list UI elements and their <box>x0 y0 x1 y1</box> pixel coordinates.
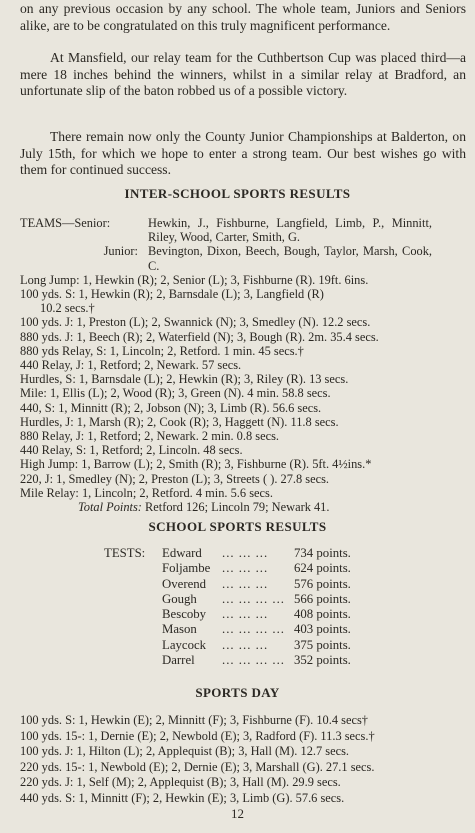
result-line: 440 Relay, J: 1, Retford; 2, Newark. 57 secs. <box>20 358 242 373</box>
test-row <box>104 561 424 576</box>
result-line: 100 yds. J: 1, Preston (L); 2, Swannick (N); 3, Smedley (N). 12.2 secs. <box>20 315 371 330</box>
result-line: 220 yds. 15-: 1, Newbold (E); 2, Dernie (E); 3, Marshall (G). 27.1 secs. <box>20 759 375 774</box>
result-line: 100 yds. S: 1, Hewkin (R); 2, Barnsdale (L); 3, Langfield (R) <box>20 287 324 302</box>
test-row <box>104 607 424 622</box>
house-points: 352 points. <box>294 653 351 668</box>
result-line: 880 yds Relay, S: 1, Lincoln; 2, Retford. 1 min. 45 secs.† <box>20 343 304 358</box>
house-points: 566 points. <box>294 591 351 606</box>
intro-paragraph-3: There remain now only the County Junior Championships at Balderton, on July 15th, for which we hope to enter a strong team. Our best wishes go with them for continued success. <box>20 129 466 178</box>
house-name: Edward <box>162 546 202 560</box>
house-points: 408 points. <box>294 607 351 622</box>
house-name: Foljambe <box>162 561 211 576</box>
intro-paragraph-2: At Mansfield, our relay team for the Cuthbertson Cup was placed third—a mere 18 inches behind the winners, whilst in a similar relay at Bradford, an unfortunate slip of the baton robbed us of a possible victory. <box>20 50 466 99</box>
test-row <box>104 546 424 561</box>
test-row <box>104 622 424 637</box>
result-line: Hurdles, S: 1, Barnsdale (L); 2, Hewkin (R); 3, Riley (R). 13 secs. <box>20 372 349 387</box>
result-line: 440 Relay, S: 1, Retford; 2, Lincoln. 48 secs. <box>20 443 243 458</box>
result-line: 220, J: 1, Smedley (N); 2, Preston (L); 3, Streets ( ). 27.8 secs. <box>20 471 330 486</box>
leader-dots: ... ... ... <box>222 607 269 622</box>
house-points: 375 points. <box>294 637 351 652</box>
school-sports-heading: SCHOOL SPORTS RESULTS <box>148 519 327 534</box>
leader-dots: ... ... ... <box>222 576 269 591</box>
result-line: 220 yds. J: 1, Self (M); 2, Applequist (B); 3, Hall (M). 29.9 secs. <box>20 775 341 790</box>
leader-dots: ... ... ... <box>222 637 269 652</box>
total-points <box>20 500 472 514</box>
inter-school-heading: INTER-SCHOOL SPORTS RESULTS <box>124 186 351 201</box>
result-line: 100 yds. J: 1, Hilton (L); 2, Applequist (B); 3, Hall (M). 12.7 secs. <box>20 744 350 759</box>
house-name: Overend <box>162 576 207 591</box>
test-row <box>104 592 424 607</box>
result-line: Long Jump: 1, Hewkin (R); 2, Senior (L); 3, Fishburne (R). 19ft. 6ins. <box>20 272 369 287</box>
tests-table <box>104 546 424 668</box>
total-points-value: Retford 126; Lincoln 79; Newark 41. <box>145 500 330 515</box>
house-points: 576 points. <box>294 576 351 591</box>
result-line: 100 yds. S: 1, Hewkin (E); 2, Minnitt (F); 3, Fishburne (F). 10.4 secs† <box>20 713 368 727</box>
leader-dots: ... ... ... ... <box>222 653 285 668</box>
result-line: 100 yds. 15-: 1, Dernie (E); 2, Newbold (E); 3, Radford (F). 11.3 secs.† <box>20 728 375 743</box>
test-row <box>104 638 424 653</box>
intro-paragraph-1: on any previous occasion by any school. The whole team, Juniors and Seniors alike, are to be congratulated on this truly magnificent performance. <box>20 1 466 33</box>
house-name: Bescoby <box>162 607 207 622</box>
result-line: 10.2 secs.† <box>40 301 95 316</box>
inter-school-results <box>20 216 472 514</box>
leader-dots: ... ... ... ... <box>222 622 285 637</box>
page-number: 12 <box>231 806 244 821</box>
result-line: 880 Relay, J: 1, Retford; 2, Newark. 2 min. 0.8 secs. <box>20 429 280 444</box>
result-line: 880 yds. J: 1, Beech (R); 2, Waterfield (N); 3, Bough (R). 2m. 35.4 secs. <box>20 329 379 344</box>
junior-team-row <box>20 244 472 272</box>
result-line: Mile: 1, Ellis (L); 2, Wood (R); 3, Green (N). 4 min. 58.8 secs. <box>20 386 331 401</box>
result-line: High Jump: 1, Barrow (L); 2, Smith (R); 3, Fishburne (R). 5ft. 4½ins.* <box>20 457 372 472</box>
sports-day-heading: SPORTS DAY <box>195 685 280 700</box>
total-points-label: Total Points: <box>78 500 142 515</box>
senior-team-names: Hewkin, J., Fishburne, Langfield, Limb, P., Minnitt, Riley, Wood, Carter, Smith, G. <box>148 216 432 245</box>
junior-team-label: Junior: <box>103 244 138 259</box>
tests-label: TESTS: <box>104 546 146 560</box>
junior-team-names: Bevington, Dixon, Beech, Bough, Taylor, Marsh, Cook, C. <box>148 244 432 273</box>
house-name: Darrel <box>162 653 195 668</box>
sports-day-results <box>20 713 472 807</box>
result-line: 440 yds. S: 1, Minnitt (F); 2, Hewkin (E); 3, Limb (G). 57.6 secs. <box>20 790 345 805</box>
house-points: 734 points. <box>294 546 351 560</box>
leader-dots: ... ... ... <box>222 546 269 560</box>
house-name: Laycock <box>162 637 207 652</box>
result-line: Hurdles, J: 1, Marsh (R); 2, Cook (R); 3, Haggett (N). 11.8 secs. <box>20 414 339 429</box>
house-name: Mason <box>162 622 197 637</box>
house-name: Gough <box>162 591 197 606</box>
house-points: 624 points. <box>294 561 351 576</box>
senior-team-row <box>20 216 472 244</box>
leader-dots: ... ... ... <box>222 561 269 576</box>
result-line: 440, S: 1, Minnitt (R); 2, Jobson (N); 3, Limb (R). 56.6 secs. <box>20 400 322 415</box>
senior-team-label: TEAMS—Senior: <box>20 216 111 230</box>
test-row <box>104 577 424 592</box>
result-line: Mile Relay: 1, Lincoln; 2, Retford. 4 min. 5.6 secs. <box>20 485 273 500</box>
house-points: 403 points. <box>294 622 351 637</box>
leader-dots: ... ... ... ... <box>222 591 285 606</box>
test-row <box>104 653 424 668</box>
